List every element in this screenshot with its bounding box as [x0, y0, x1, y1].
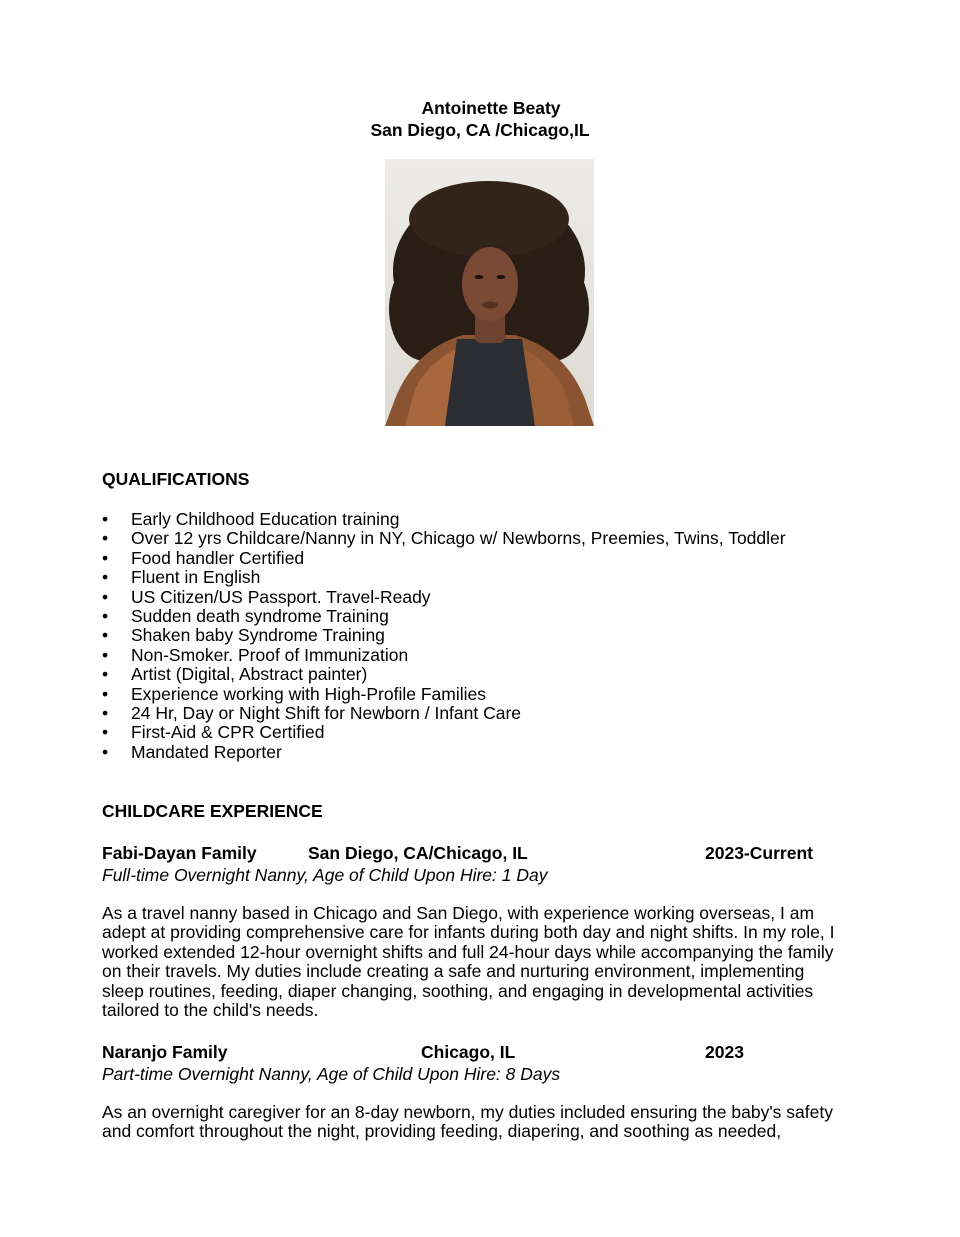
list-item	[102, 510, 786, 529]
qualification-text: Early Childhood Education training	[131, 509, 400, 529]
qualification-text: Non-Smoker. Proof of Immunization	[131, 644, 409, 665]
bullet: •	[102, 605, 109, 626]
bullet: •	[102, 547, 109, 568]
bullet: •	[102, 664, 109, 685]
list-item	[102, 704, 786, 723]
bullet: •	[102, 567, 109, 588]
job-location: Chicago, IL	[421, 1042, 516, 1062]
bullet: •	[102, 509, 109, 529]
qualification-text: Artist (Digital, Abstract painter)	[131, 664, 368, 685]
description-line: As an overnight caregiver for an 8-day newborn, my duties included ensuring the baby's safety	[102, 1102, 833, 1122]
list-item	[102, 549, 786, 568]
list-item	[102, 685, 786, 704]
job-description	[102, 1103, 862, 1142]
bullet: •	[102, 722, 109, 743]
list-item	[102, 723, 786, 742]
job-dates: 2023	[705, 1042, 744, 1062]
qualification-text: Experience working with High-Profile Families	[131, 683, 486, 704]
experience-heading: CHILDCARE EXPERIENCE	[102, 801, 323, 821]
qualification-text: First-Aid & CPR Certified	[131, 722, 325, 743]
list-item	[102, 568, 786, 587]
portrait-photo	[385, 159, 594, 426]
description-line: on their travels. My duties include creating a safe and nurturing environment, implementing	[102, 961, 805, 982]
description-line: adept at providing comprehensive care for infants during both day and night shifts. In my role, I	[102, 922, 835, 943]
job-family: Naranjo Family	[102, 1042, 228, 1062]
job-header	[0, 843, 960, 865]
list-item	[102, 646, 786, 665]
job-location: San Diego, CA/Chicago, IL	[308, 843, 528, 863]
qualification-text: Over 12 yrs Childcare/Nanny in NY, Chicago w/ Newborns, Preemies, Twins, Toddler	[131, 528, 786, 549]
bullet: •	[102, 644, 109, 665]
job-header	[0, 1042, 960, 1064]
job-family: Fabi-Dayan Family	[102, 843, 257, 863]
qualification-text: Fluent in English	[131, 567, 261, 588]
candidate-location: San Diego, CA /Chicago,IL	[370, 120, 590, 140]
list-item	[102, 626, 786, 645]
qualification-text: Food handler Certified	[131, 547, 305, 568]
bullet: •	[102, 528, 109, 549]
list-item	[102, 743, 786, 762]
bullet: •	[102, 586, 109, 607]
list-item	[102, 607, 786, 626]
job-role: Full-time Overnight Nanny, Age of Child Upon Hire: 1 Day	[102, 865, 548, 885]
list-item	[102, 588, 786, 607]
job-dates: 2023-Current	[705, 843, 813, 863]
bullet: •	[102, 702, 109, 723]
description-line: As a travel nanny based in Chicago and San Diego, with experience working overseas, I am	[102, 903, 815, 923]
job-role: Part-time Overnight Nanny, Age of Child Upon Hire: 8 Days	[102, 1064, 561, 1084]
description-line: sleep routines, feeding, diaper changing, soothing, and engaging in developmental activities	[102, 980, 814, 1001]
list-item	[102, 529, 786, 548]
qualification-text: Mandated Reporter	[131, 741, 282, 762]
qualification-text: Shaken baby Syndrome Training	[131, 625, 385, 646]
description-line: tailored to the child's needs.	[102, 1000, 319, 1021]
candidate-name: Antoinette Beaty	[421, 98, 561, 118]
qualification-text: 24 Hr, Day or Night Shift for Newborn / Infant Care	[131, 702, 522, 723]
list-item	[102, 665, 786, 684]
qualification-text: US Citizen/US Passport. Travel-Ready	[131, 586, 431, 607]
qualification-text: Sudden death syndrome Training	[131, 605, 389, 626]
qualifications-heading: QUALIFICATIONS	[102, 469, 250, 489]
description-line: worked extended 12-hour overnight shifts and full 24-hour days while accompanying the family	[102, 941, 834, 962]
qualifications-list	[102, 510, 786, 762]
bullet: •	[102, 683, 109, 704]
description-line: and comfort throughout the night, providing feeding, diapering, and soothing as needed,	[102, 1121, 782, 1142]
bullet: •	[102, 625, 109, 646]
job-description	[102, 904, 862, 1020]
bullet: •	[102, 741, 109, 762]
